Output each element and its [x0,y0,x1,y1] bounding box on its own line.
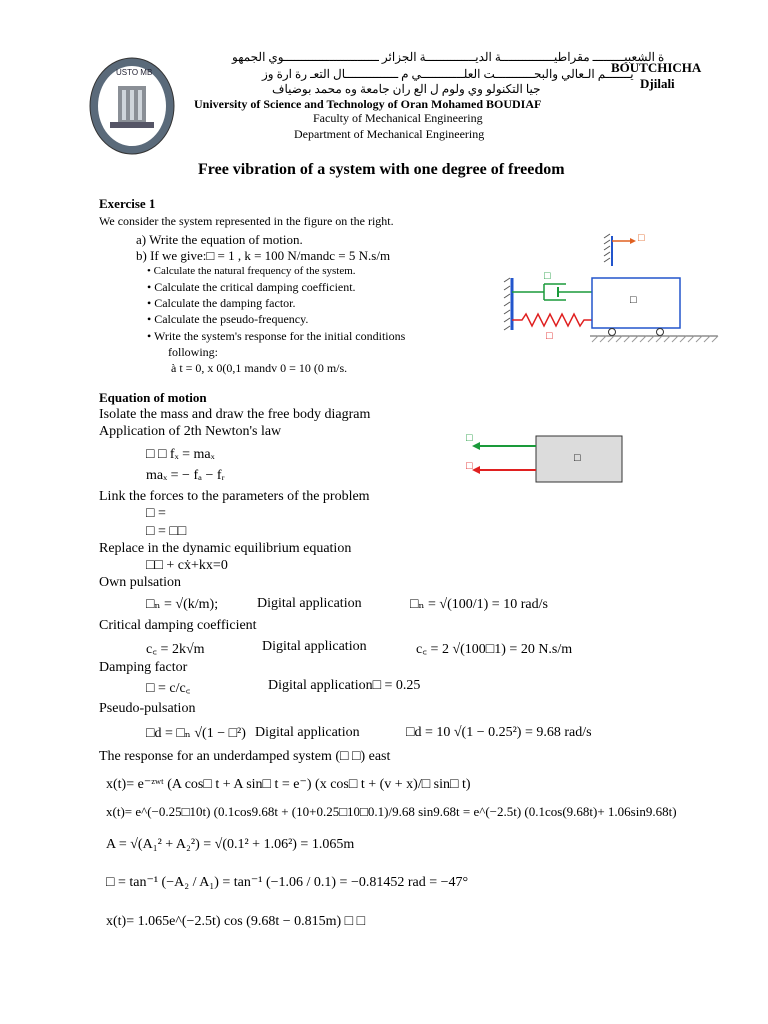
university-name: University of Science and Technology of Oran Mohamed BOUDIAF [194,97,542,111]
logo-text: USTO MB [116,68,153,77]
pseudo-pulsation-label: Pseudo-pulsation [99,701,196,716]
damping-factor-label: Damping factor [99,660,188,675]
fbd-green-force-label: □ [466,432,473,444]
exercise-item-a: a) Write the equation of motion. [136,232,303,247]
eq-response-numeric: x(t)= e^(−0.25□10t) (0.1cos9.68t + (10+0.25□10□0.1)/9.68 sin9.68t = e^(−2.5t) (0.1cos(9.68t)+ 1.06sin9.68t) [106,804,677,819]
eq-wd: □d = □ₙ √(1 − □²) [146,726,246,741]
underdamped-text: The response for an underdamped system (□ □) east [99,749,391,764]
bullet-1: • Calculate the natural frequency of the system. [147,265,356,277]
eq-wn-num: □ₙ = √(100/1) = 10 rad/s [410,597,548,612]
free-body-diagram [462,430,632,488]
eq-sum-forces: □ □ fₓ = maₓ [146,447,215,462]
link-text: Link the forces to the parameters of the problem [99,489,370,504]
eq-fa: □ = [146,506,166,521]
eq-dynamic: □□ + cẋ+kx=0 [146,558,228,573]
exercise-heading: Exercise 1 [99,196,156,211]
replace-text: Replace in the dynamic equilibrium equation [99,541,352,556]
bullet-2: • Calculate the critical damping coefficient. [147,280,356,294]
digital-app-1: Digital application [257,596,362,611]
figure-top-label: □ [638,232,645,244]
bullet-2-text: Calculate the critical damping coefficient. [154,280,356,294]
digital-app-2: Digital application [262,639,367,654]
eq-ma: maₓ = − fₐ − fᵣ [146,468,225,483]
fbd-red-force-label: □ [466,460,473,472]
eq-cc: c꜀ = 2k√m [146,642,205,657]
bullet-3: • Calculate the damping factor. [147,296,296,310]
faculty-name: Faculty of Mechanical Engineering [313,111,483,125]
author-surname: BOUTCHICHA [611,60,702,75]
isolate-text: Isolate the mass and draw the free body diagram [99,407,371,422]
eq-wd-num: □d = 10 √(1 − 0.25²) = 9.68 rad/s [406,725,592,740]
eq-wn: □ₙ = √(k/m); [146,597,219,612]
page-title: Free vibration of a system with one degree of freedom [198,161,565,178]
digital-app-3: Digital application [255,725,360,740]
solution-heading: Equation of motion [99,390,207,405]
eq-cc-num: c꜀ = 2 √(100□1) = 20 N.s/m [416,642,573,657]
eq-zeta-num: Digital application□ = 0.25 [268,678,421,693]
newton-text: Application of 2th Newton's law [99,424,282,439]
exercise-item-b: b) If we give:□ = 1 , k = 100 N/mandc = 5 N.s/m [136,248,391,263]
figure-spring-label: □ [546,330,553,342]
system-figure [500,232,720,352]
eq-response-general: x(t)= e⁻ᶻʷᵗ (A cos□ t + A sin□ t = e⁻) (x cos□ t + (v + x)/□ sin□ t) [106,777,471,792]
eq-amplitude: A = √(A₁² + A₂²) = √(0.1² + 1.06²) = 1.065m [106,837,355,852]
critical-damping-label: Critical damping coefficient [99,618,257,633]
following-text: following: [168,345,218,359]
arabic-line-2: يـــــــم الـعالي والبحـــــــــــت العلــــــــــــي م ـــــــــــــــال التعـ رة ارة وز [262,67,634,81]
eq-final-response: x(t)= 1.065e^(−2.5t) cos (9.68t − 0.815m) □ □ [106,914,366,929]
eq-phase: □ = tan⁻¹ (−A₂ / A₁) = tan⁻¹ (−1.06 / 0.1) = −0.81452 rad = −47° [106,875,469,890]
bullet-4: • Calculate the pseudo-frequency. [147,312,309,326]
own-pulsation-label: Own pulsation [99,575,182,590]
university-logo [88,56,176,156]
bullet-4-text: Calculate the pseudo-frequency. [154,312,309,326]
eq-zeta: □ = c/c꜀ [146,681,191,696]
initial-conditions: à t = 0, x 0(0,1 mandv 0 = 10 (0 m/s. [171,361,348,375]
arabic-line-3: جيا التكنولو وي ولوم ل الع ران جامعة وه محمد بوضياف [272,82,541,96]
fbd-mass-label: □ [574,452,581,464]
bullet-1-text: Calculate the natural frequency of the system. [153,265,356,277]
figure-damper-label: □ [544,270,551,282]
exercise-intro: We consider the system represented in the figure on the right. [99,214,394,228]
author-firstname: Djilali [640,76,675,91]
arabic-line-1: ة الشعبيـــــــــ مقراطيـــــــــــــــة الديــــــــــــــة الجزائر ـــــــــــــــــــــــــــوي الجمهو [232,50,665,64]
eq-fr: □ = □□ [146,524,187,539]
department-name: Department of Mechanical Engineering [294,127,485,141]
figure-mass-label: □ [630,294,637,306]
bullet-3-text: Calculate the damping factor. [154,296,296,310]
bullet-5: • Write the system's response for the initial conditions [147,329,406,343]
bullet-5-text: Write the system's response for the initial conditions [153,329,406,343]
